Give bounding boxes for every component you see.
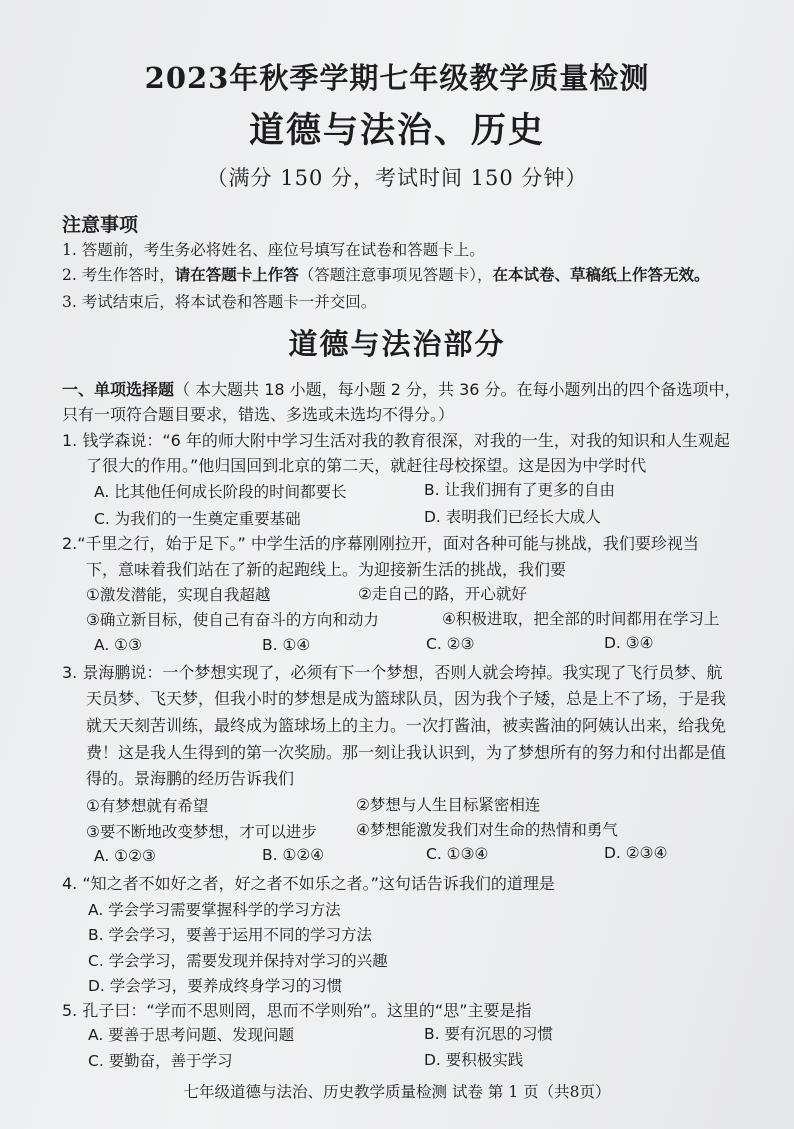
q2-statement-2: ②走自己的路，开心就好 <box>358 585 527 603</box>
notice-item-2 <box>62 263 710 285</box>
q2-statement-1: ①激发潜能，实现自我超越 <box>86 586 271 604</box>
notice-item-2-part-c: （答题注意事项见答题卡）， <box>298 266 493 284</box>
notice-item-1: 1. 答题前，考生务必将姓名、座位号填写在试卷和答题卡上。 <box>62 241 485 259</box>
q2-option-d: D. ③④ <box>604 634 654 652</box>
q5-stem: 5. 孔子曰：“学而不思则罔，思而不学则殆”。这里的“思”主要是指 <box>62 1001 532 1020</box>
notice-item-3: 3. 考试结束后，将本试卷和答题卡一并交回。 <box>62 293 377 311</box>
exam-title: 2023年秋季学期七年级教学质量检测 <box>144 61 650 95</box>
q5-option-d: D. 要积极实践 <box>424 1051 524 1069</box>
q4-option-a: A. 学会学习需要掌握科学的学习方法 <box>88 901 341 919</box>
notice-item-2-part-a: 2. 考生作答时， <box>62 266 175 284</box>
q3-stem-line-5: 得的。景海鹏的经历告诉我们 <box>86 769 295 788</box>
notice-heading: 注意事项 <box>62 214 139 236</box>
q3-option-b: B. ①②④ <box>262 846 325 864</box>
q3-statement-1: ①有梦想就有希望 <box>86 797 209 815</box>
q5-option-a: A. 要善于思考问题、发现问题 <box>88 1026 295 1044</box>
q3-option-c: C. ①③④ <box>426 845 489 863</box>
q1-option-c: C. 为我们的一生奠定重要基础 <box>94 510 301 528</box>
q1-stem-line-1: 1. 钱学森说：“6 年的师大附中学习生活对我的教育很深，对我的一生，对我的知识和人生观起 <box>62 431 730 450</box>
q1-option-a: A. 比其他任何成长阶段的时间都要长 <box>94 483 347 501</box>
part1-desc-1: （ 本大题共 18 小题，每小题 2 分，共 36 分。在每小题列出的四个备选项中， <box>174 380 741 399</box>
page-footer: 七年级道德与法治、历史教学质量检测 试卷 第 1 页（共8页） <box>183 1083 611 1101</box>
q5-option-c: C. 要勤奋，善于学习 <box>88 1052 233 1070</box>
q1-option-b: B. 让我们拥有了更多的自由 <box>424 481 615 499</box>
q4-option-d: D. 学会学习，要养成终身学习的习惯 <box>88 977 343 995</box>
q3-option-a: A. ①②③ <box>94 847 156 865</box>
q2-stem-line-2: 下，意味着我们站在了新的起跑线上。为迎接新生活的挑战，我们要 <box>86 560 567 579</box>
q3-stem-line-1: 3. 景海鹏说：一个梦想实现了，必须有下一个梦想，否则人就会垮掉。我实现了飞行员梦、航 <box>62 663 723 682</box>
q4-option-b: B. 学会学习，要善于运用不同的学习方法 <box>88 926 372 944</box>
q3-statement-2: ②梦想与人生目标紧密相连 <box>356 796 541 814</box>
q3-stem-line-4: 费！这是我人生得到的第一次奖励。那一刻让我认识到，为了梦想所有的努力和付出都是值 <box>86 743 727 762</box>
q2-stem-line-1: 2.“千里之行，始于足下。” 中学生活的序幕刚刚拉开，面对各种可能与挑战，我们要珍视当 <box>62 534 699 553</box>
q4-option-c: C. 学会学习，需要发现并保持对学习的兴趣 <box>88 952 388 970</box>
q2-option-a: A. ①③ <box>94 636 142 654</box>
q3-statement-3: ③要不断地改变梦想，才可以进步 <box>86 823 317 841</box>
q3-option-d: D. ②③④ <box>604 844 668 862</box>
q2-statement-3: ③确立新目标，使自己有奋斗的方向和动力 <box>86 611 379 629</box>
q1-stem-line-2: 了很大的作用。”他归国回到北京的第二天，就赶往母校探望。这是因为中学时代 <box>86 456 647 475</box>
score-time-info: （满分 150 分，考试时间 150 分钟） <box>206 166 588 190</box>
q5-option-b: B. 要有沉思的习惯 <box>424 1025 553 1043</box>
section-title: 道德与法治部分 <box>288 327 506 361</box>
q2-option-c: C. ②③ <box>426 635 475 653</box>
part1-instructions <box>62 377 741 400</box>
notice-item-2-emphasis: 请在答题卡上作答 <box>174 266 299 284</box>
q2-statement-4: ④积极进取，把全部的时间都用在学习上 <box>442 610 720 628</box>
q3-stem-line-2: 天员梦、飞天梦，但我小时的梦想是成为篮球队员，因为我个子矮，总是上不了场，于是我 <box>86 689 727 708</box>
subject-title: 道德与法治、历史 <box>248 110 545 151</box>
q1-option-d: D. 表明我们已经长大成人 <box>424 508 601 526</box>
q2-option-b: B. ①④ <box>262 636 311 654</box>
part1-desc-2: 只有一项符合题目要求，错选、多选或未选均不得分。） <box>62 405 455 424</box>
q3-statement-4: ④梦想能激发我们对生命的热情和勇气 <box>356 821 618 839</box>
part1-heading: 一、单项选择题 <box>62 380 175 399</box>
notice-item-2-emphasis-2: 在本试卷、草稿纸上作答无效。 <box>492 266 710 284</box>
q3-stem-line-3: 就天天刻苦训练，最终成为篮球场上的主力。一次打酱油，被卖酱油的阿姨认出来，给我免 <box>86 716 727 735</box>
q4-stem: 4. “知之者不如好之者，好之者不如乐之者。”这句话告诉我们的道理是 <box>62 874 555 893</box>
